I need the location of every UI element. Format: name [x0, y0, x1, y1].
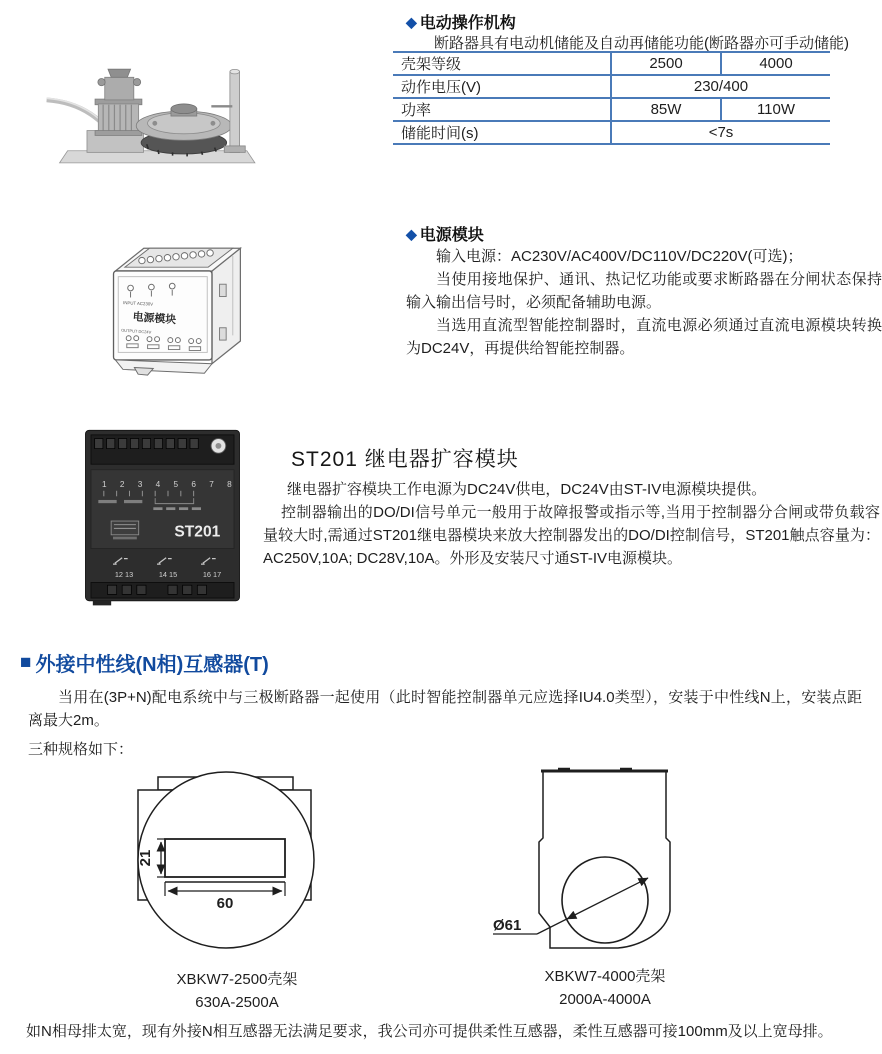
- st201-section-title: ST201 继电器扩容模块: [291, 448, 519, 471]
- paragraph: 输入电源：AC230V/AC400V/DC110V/DC220V(可选)；: [436, 248, 803, 265]
- caption-line: XBKW7-2500壳架: [176, 971, 298, 988]
- specs-label: 三种规格如下：: [28, 741, 134, 758]
- table-cell: 2500: [610, 53, 720, 74]
- motor-spec-table: [393, 51, 830, 145]
- table-row: [393, 120, 830, 143]
- motor-section-heading-label: 电动操作机构: [419, 15, 516, 32]
- st201-module-photo: [80, 422, 245, 610]
- footnote: 如N相母排太宽，现有外接N相互感器无法满足要求，我公司亦可提供柔性互感器，柔性互感器可接100mm及以上宽母排。: [26, 1023, 833, 1040]
- xbkw7-2500-caption: [137, 968, 337, 1014]
- dimension-width-label: 60: [216, 895, 234, 912]
- table-row: [393, 97, 830, 120]
- motor-section-intro: 断路器具有电动机储能及自动再储能功能(断路器亦可手动储能): [434, 35, 849, 52]
- diamond-bullet-icon: ◆: [406, 225, 417, 242]
- caption-line: 2000A-4000A: [559, 991, 651, 1008]
- table-row-label: 壳架等级: [401, 56, 462, 73]
- table-row-label: 动作电压(V): [401, 79, 481, 96]
- power-section-heading: [406, 222, 484, 245]
- module-output-label: OUTPUT DC24V: [121, 327, 152, 335]
- paragraph: 继电器扩容模块工作电源为DC24V供电，DC24V由ST-IV电源模块提供。: [287, 481, 767, 498]
- table-cell: 230/400: [610, 76, 830, 97]
- power-section-text: [406, 245, 882, 360]
- paragraph: 当选用直流型智能控制器时，直流电源必须通过直流电源模块转换为DC24V，再提供给智能控制器。: [406, 317, 882, 357]
- square-bullet-icon: ■: [20, 652, 32, 673]
- caption-line: XBKW7-4000壳架: [544, 968, 666, 985]
- xbkw7-2500-drawing: [110, 758, 340, 958]
- relay-terminal-label: 12 13: [114, 569, 134, 579]
- table-cell: 4000: [720, 53, 830, 74]
- motor-section-heading: [406, 10, 516, 33]
- table-row: [393, 51, 830, 74]
- xbkw7-4000-drawing: [480, 755, 690, 960]
- transformer-section-heading: [20, 648, 269, 677]
- relay-terminal-label: 16 17: [202, 569, 222, 579]
- dimension-diameter-label: Ø61: [493, 917, 522, 934]
- power-module-drawing: [100, 235, 252, 377]
- table-row: [393, 74, 830, 97]
- paragraph: 当使用接地保护、通讯、热记忆功能或要求断路器在分闸状态保持输入输出信号时，必须配备辅助电源。: [406, 271, 882, 311]
- module-input-label: INPUT AC230V: [122, 300, 154, 307]
- dimension-height-label: 21: [137, 849, 154, 867]
- st201-section-text: [263, 478, 880, 570]
- transformer-section-heading-label: 外接中性线(N相)互感器(T): [35, 654, 269, 676]
- xbkw7-4000-caption: [505, 965, 705, 1011]
- power-module-front-label: 电源模块: [132, 311, 177, 327]
- caption-line: 630A-2500A: [195, 994, 279, 1011]
- table-cell: <7s: [610, 122, 830, 143]
- diamond-bullet-icon: ◆: [406, 13, 417, 30]
- table-row-label: 功率: [401, 102, 432, 119]
- transformer-section-paragraph: 当用在(3P+N)配电系统中与三极断路器一起使用（此时智能控制器单元应选择IU4.0类型），安装于中性线N上，安装点距离最大2m。: [28, 689, 862, 729]
- paragraph: 控制器输出的DO/DI信号单元一般用于故障报警或指示等,当用于控制器分合闸或带负载容量较大时,需通过ST201继电器模块来放大控制器发出的DO/DI控制信号，ST201触点容量为：AC250V,10A; DC28V,10A。外形及安装尺寸通ST-IV电源模块。: [263, 504, 880, 567]
- st201-front-label: ST201: [174, 523, 221, 541]
- table-row-label: 储能时间(s): [401, 125, 479, 142]
- st201-terminal-numbers: 1 2 3 4 5 6 7 8: [102, 480, 238, 490]
- motor-mechanism-photo: [45, 55, 263, 169]
- power-section-heading-label: 电源模块: [419, 227, 484, 244]
- table-cell: 85W: [610, 99, 720, 120]
- table-cell: 110W: [720, 99, 830, 120]
- relay-terminal-label: 14 15: [158, 569, 178, 579]
